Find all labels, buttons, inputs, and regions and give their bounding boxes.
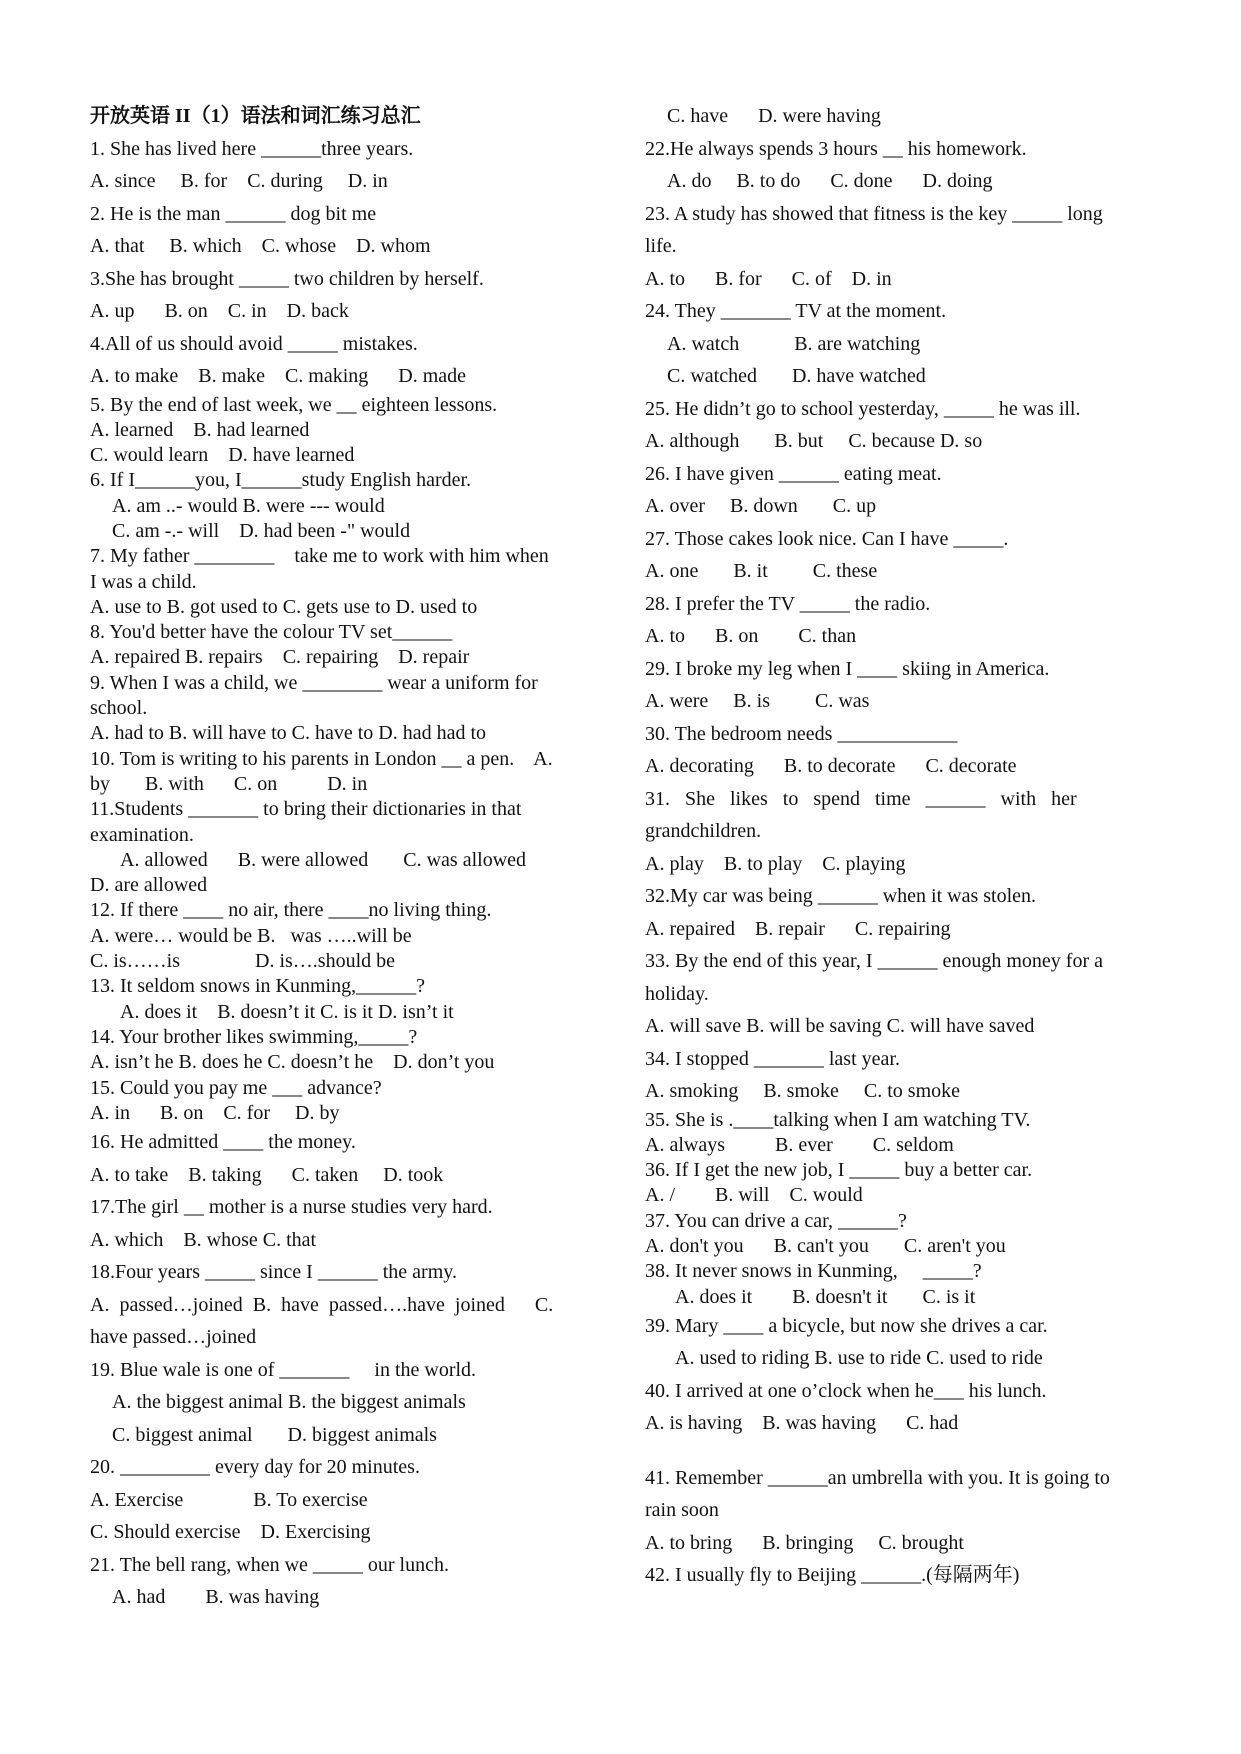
question-line: 38. It never snows in Kunming, _____? [645,1260,982,1283]
question-line: 34. I stopped _______ last year. [645,1047,900,1070]
question-line: C. Should exercise D. Exercising [90,1521,371,1544]
question-line: A. which B. whose C. that [90,1228,317,1251]
question-line: A. allowed B. were allowed C. was allowed [120,848,527,871]
page-title: 开放英语 II（1）语法和词汇练习总汇 [90,105,421,127]
question-line: 35. She is .____talking when I am watching TV. [645,1108,1031,1131]
question-line: 27. Those cakes look nice. Can I have _____. [645,527,1009,550]
question-line: A. is having B. was having C. had [645,1412,959,1435]
question-line: A. one B. it C. these [645,560,878,582]
left-question-list [90,133,600,1614]
question-line: A. learned B. had learned [90,418,310,441]
question-line: A. to B. on C. than [645,625,857,647]
question-line: 39. Mary ____ a bicycle, but now she drives a car. [645,1314,1048,1337]
question-line: A. had to B. will have to C. have to D. had had to [90,722,487,745]
question-line: 28. I prefer the TV _____ the radio. [645,592,931,615]
question-line: A. although B. but C. because D. so [645,430,983,452]
question-line: A. will save B. will be saving C. will have saved [645,1015,1035,1037]
question-line: A. in B. on C. for D. by [90,1101,340,1124]
question-line: A. use to B. got used to C. gets use to D. used to [90,595,478,618]
question-line: 33. By the end of this year, I ______ enough money for a [645,950,1103,972]
question-line: C. biggest animal D. biggest animals [112,1423,437,1446]
question-line: 19. Blue wale is one of _______ in the world. [90,1358,477,1381]
question-line: A. does it B. doesn’t it C. is it D. isn’t it [120,1000,454,1023]
question-line: A. to make B. make C. making D. made [90,365,467,387]
question-line: A. play B. to play C. playing [645,852,906,875]
question-line: A. / B. will C. would [645,1184,863,1207]
question-line: 13. It seldom snows in Kunming,______? [90,975,425,998]
question-line: A. had B. was having [112,1586,320,1609]
question-line: I was a child. [90,570,197,593]
question-line: 20. _________ every day for 20 minutes. [90,1456,420,1479]
question-line: A. used to riding B. use to ride C. used to ride [675,1347,1043,1370]
question-line: rain soon [645,1499,719,1522]
question-line: A. to bring B. bringing C. brought [645,1531,964,1554]
question-line: A. repaired B. repair C. repairing [645,917,951,940]
question-line: A. over B. down C. up [645,495,877,517]
question-line: 8. You'd better have the colour TV set______ [90,621,453,644]
question-line: 9. When I was a child, we ________ wear a uniform for [90,671,538,694]
question-line: C. am -.- will D. had been -" would [112,519,411,542]
question-line: 15. Could you pay me ___ advance? [90,1076,382,1099]
question-line: A. isn’t he B. does he C. doesn’t he D. don’t you [90,1051,495,1074]
question-line: A. up B. on C. in D. back [90,300,349,322]
right-question-list [645,100,1155,1592]
question-line: 6. If I______you, I______study English harder. [90,469,472,492]
question-line: A. am ..- would B. were --- would [112,494,385,517]
question-line: 41. Remember ______an umbrella with you. It is going to [645,1466,1110,1489]
question-line: examination. [90,823,194,846]
right-column [645,100,1155,1592]
question-line: 7. My father ________ take me to work with him when [90,545,549,568]
question-line: A. don't you B. can't you C. aren't you [645,1234,1006,1257]
question-line: 22.He always spends 3 hours __ his homework. [645,137,1027,160]
question-line: 36. If I get the new job, I _____ buy a better car. [645,1159,1033,1182]
question-line: D. are allowed [90,874,208,897]
question-line: 25. He didn’t go to school yesterday, _____ he was ill. [645,397,1081,420]
question-line: C. watched D. have watched [667,365,926,387]
question-line: 3.She has brought _____ two children by herself. [90,267,484,290]
question-line: A. to take B. taking C. taken D. took [90,1163,444,1186]
question-line: 31. She likes to spend time ______ with her [645,787,1077,810]
question-line: 16. He admitted ____ the money. [90,1131,356,1154]
question-line: 32.My car was being ______ when it was stolen. [645,885,1037,907]
question-line: 11.Students _______ to bring their dictionaries in that [90,798,522,821]
question-line: 1. She has lived here ______three years. [90,137,414,160]
question-line: A. passed…joined B. have passed….have joined C. [90,1293,554,1316]
question-line: 21. The bell rang, when we _____ our lunch. [90,1553,449,1576]
question-line: A. always B. ever C. seldom [645,1133,954,1156]
question-line: have passed…joined [90,1326,257,1349]
question-line: 42. I usually fly to Beijing ______.(每隔两年) [645,1564,1020,1587]
question-line: A. were B. is C. was [645,690,870,712]
question-line: A. since B. for C. during D. in [90,170,388,192]
question-line: 17.The girl __ mother is a nurse studies very hard. [90,1196,493,1219]
question-line: by B. with C. on D. in [90,772,368,795]
question-line: A. that B. which C. whose D. whom [90,235,431,257]
question-line: 12. If there ____ no air, there ____no living thing. [90,899,492,922]
question-line: 26. I have given ______ eating meat. [645,462,942,485]
question-line: life. [645,235,677,257]
question-line: 5. By the end of last week, we __ eighteen lessons. [90,393,498,416]
question-line: 37. You can drive a car, ______? [645,1209,907,1232]
question-line: grandchildren. [645,820,762,842]
question-line: school. [90,697,148,720]
question-line: A. repaired B. repairs C. repairing D. repair [90,646,470,669]
left-column [90,100,600,1614]
question-line: A. the biggest animal B. the biggest animals [112,1391,466,1414]
question-line: 14. Your brother likes swimming,_____? [90,1025,418,1048]
question-line: 10. Tom is writing to his parents in London __ a pen. A. [90,747,553,770]
question-line: 23. A study has showed that fitness is the key _____ long [645,202,1103,225]
question-line: A. watch B. are watching [667,332,921,355]
question-line: 30. The bedroom needs ____________ [645,722,958,745]
question-line: holiday. [645,982,709,1005]
question-line: A. to B. for C. of D. in [645,267,892,290]
question-line: 4.All of us should avoid _____ mistakes. [90,332,418,355]
question-line: 24. They _______ TV at the moment. [645,300,947,322]
question-line: 18.Four years _____ since I ______ the army. [90,1261,457,1284]
question-line: 2. He is the man ______ dog bit me [90,202,377,225]
question-line: C. would learn D. have learned [90,444,355,467]
question-line: C. is……is D. is….should be [90,950,396,973]
question-line [645,1440,1155,1462]
question-line: A. decorating B. to decorate C. decorate [645,755,1017,777]
question-line: A. Exercise B. To exercise [90,1488,368,1511]
question-line: 29. I broke my leg when I ____ skiing in America. [645,657,1050,680]
question-line: C. have D. were having [667,105,881,127]
question-line: A. do B. to do C. done D. doing [667,170,993,192]
question-line: A. does it B. doesn't it C. is it [675,1285,976,1308]
question-line: 40. I arrived at one o’clock when he___ his lunch. [645,1379,1047,1402]
question-line: A. were… would be B. was …..will be [90,924,412,947]
question-line: A. smoking B. smoke C. to smoke [645,1080,961,1102]
